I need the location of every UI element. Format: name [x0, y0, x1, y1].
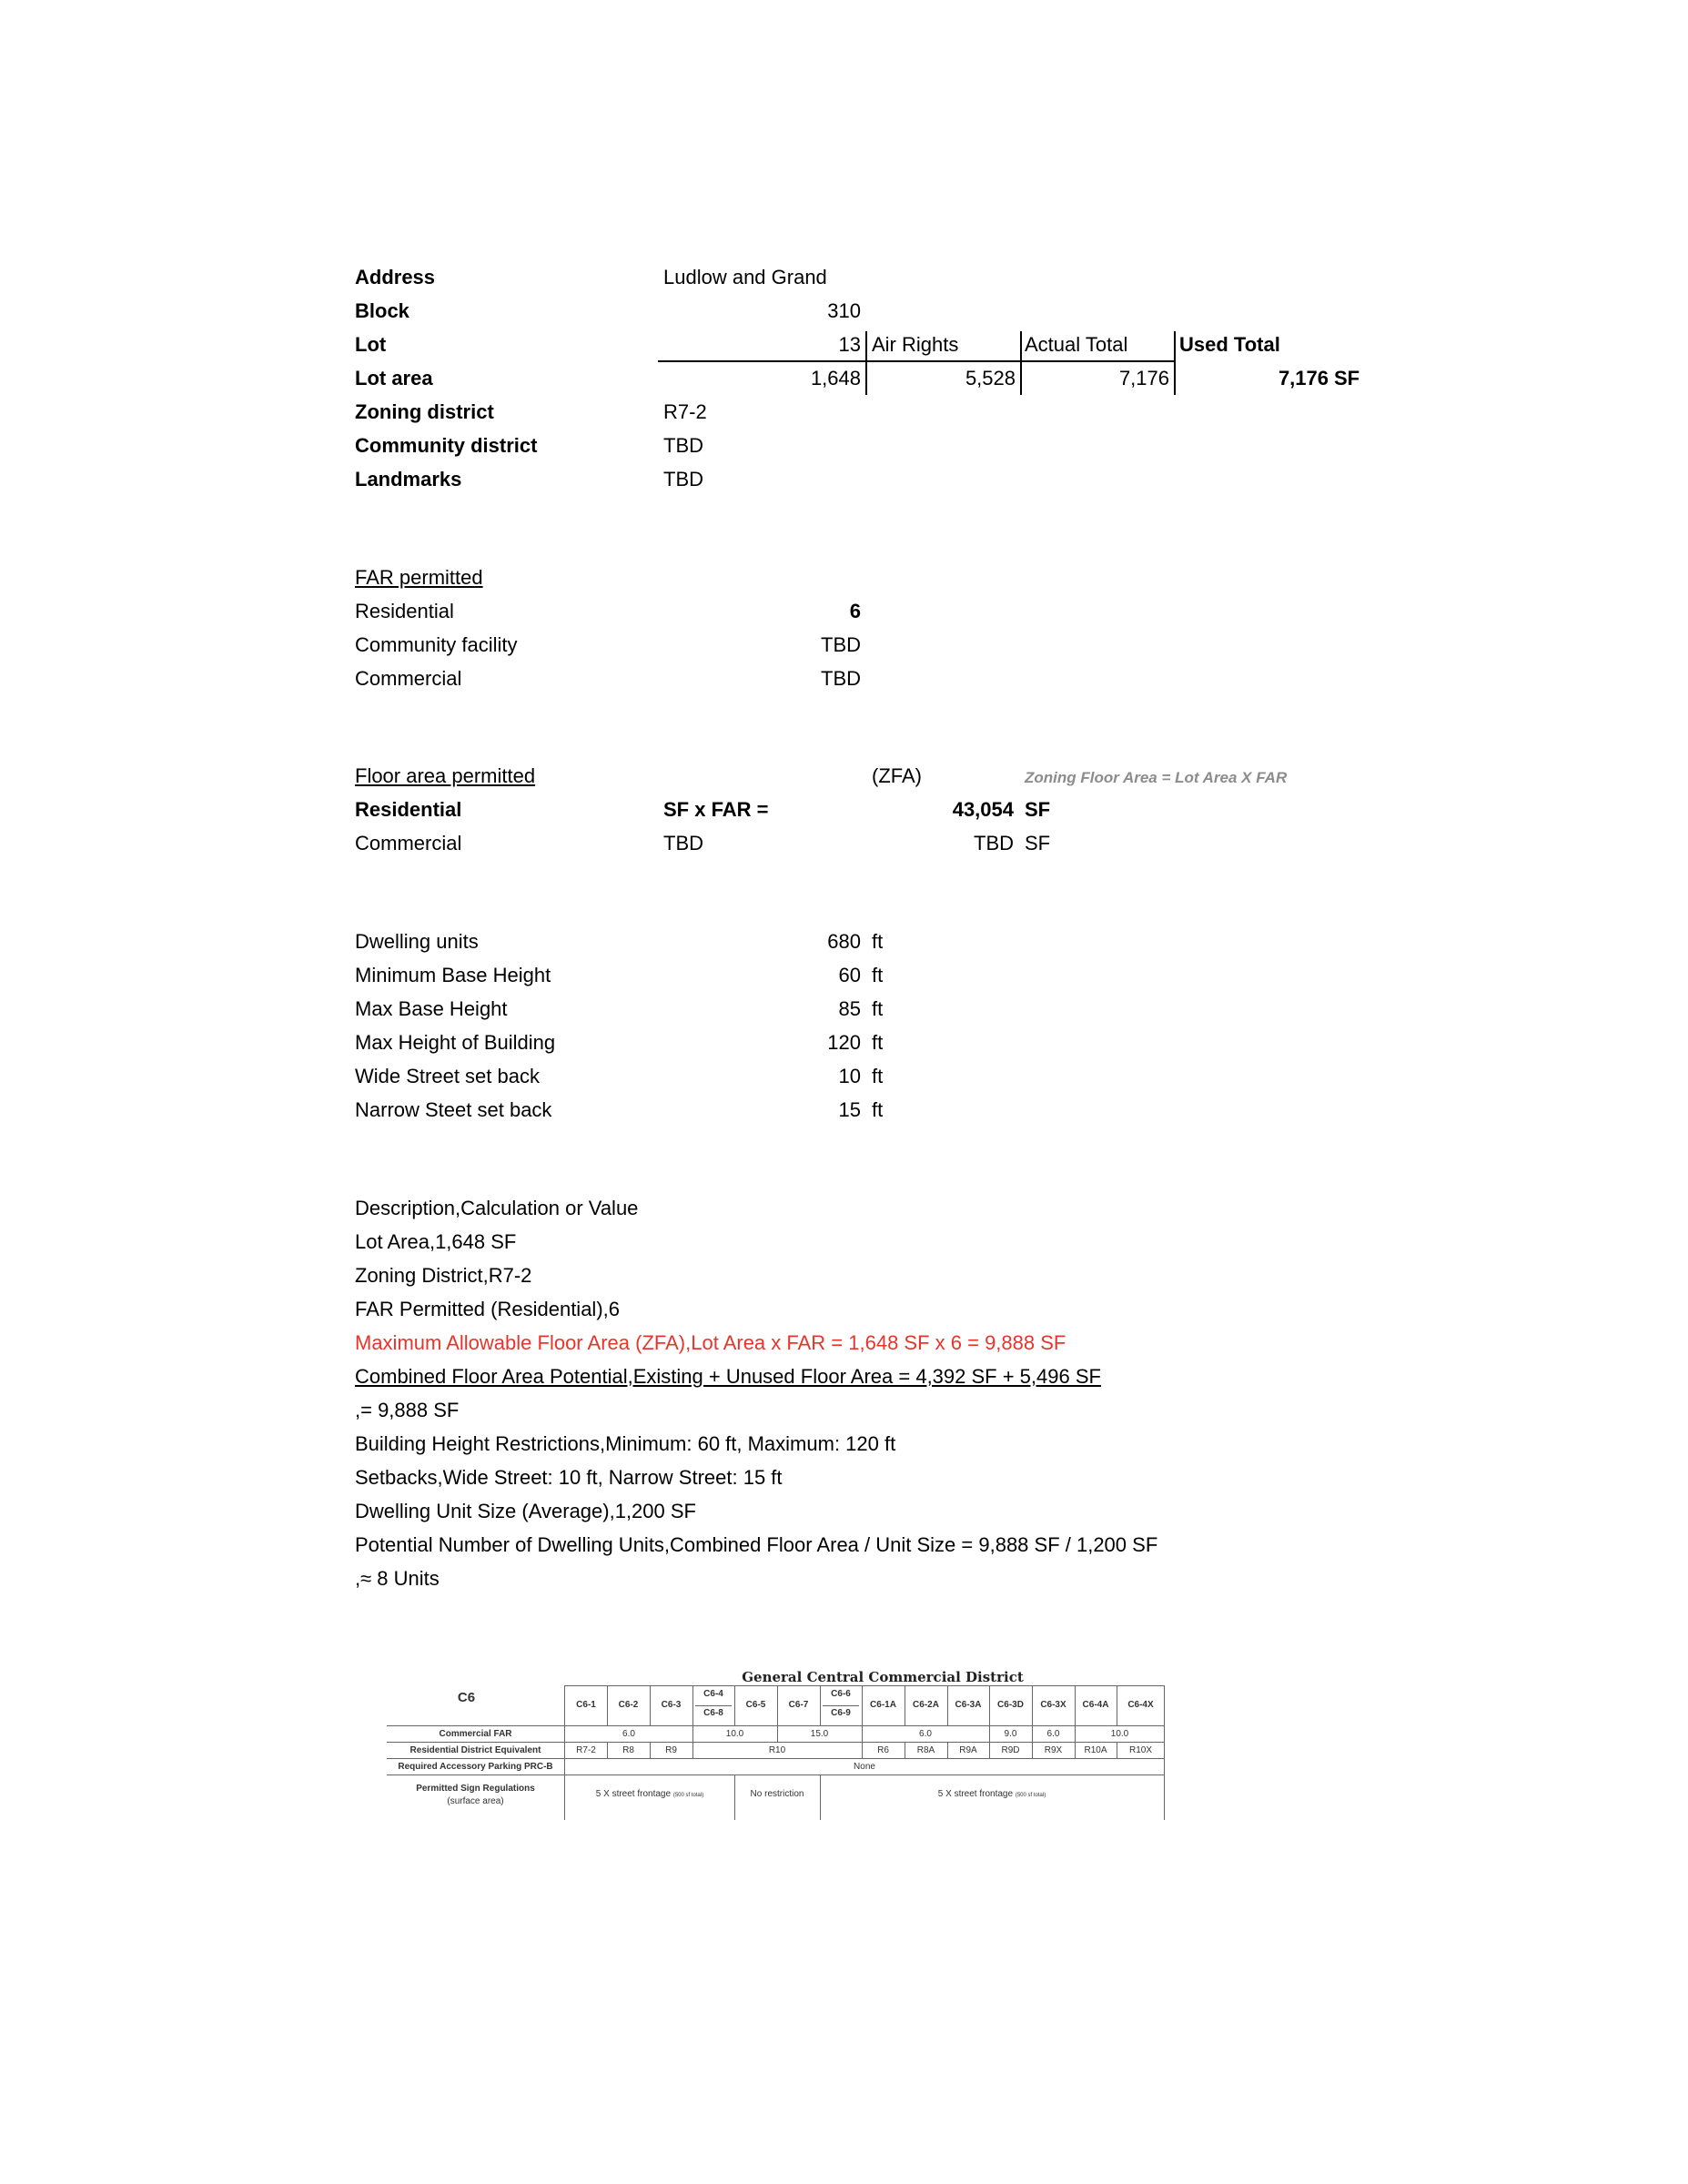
- column-divider: [1174, 331, 1176, 395]
- far-value: 9.0: [1004, 1729, 1017, 1739]
- lot-area-label: Lot area: [355, 367, 433, 389]
- col-header: C6-7: [788, 1700, 809, 1710]
- block-label: Block: [355, 299, 409, 322]
- used-total-unit: SF: [1334, 367, 1360, 389]
- col-header: C6-4X: [1127, 1700, 1154, 1710]
- block-value: 310: [827, 299, 861, 322]
- col-header: C6-6: [831, 1689, 851, 1699]
- c6-table-title: General Central Commercial District: [742, 1669, 1024, 1685]
- address-value: Ludlow and Grand: [663, 266, 827, 288]
- used-total-label: Used Total: [1179, 333, 1280, 356]
- landmarks-value: TBD: [663, 468, 703, 490]
- fa-commercial-value: TBD: [974, 832, 1014, 854]
- lot-value: 13: [838, 333, 861, 356]
- zfa-note: Zoning Floor Area = Lot Area X FAR: [1025, 769, 1288, 786]
- col-header: C6-4A: [1082, 1700, 1109, 1710]
- res-row-label: Residential District Equivalent: [409, 1745, 541, 1755]
- used-total-value: 7,176: [1278, 367, 1329, 389]
- sign-value-text: 5 X street frontage: [937, 1789, 1014, 1799]
- dim-label: Dwelling units: [355, 930, 479, 953]
- fa-commercial-label: Commercial: [355, 832, 462, 854]
- sign-row-sublabel: (surface area): [447, 1796, 504, 1806]
- lot-area-value: 1,648: [810, 367, 861, 389]
- floor-area-heading: Floor area permitted: [355, 764, 536, 787]
- landmarks-label: Landmarks: [355, 468, 462, 490]
- far-commercial-value: TBD: [821, 667, 861, 690]
- address-label: Address: [355, 266, 436, 288]
- res-value: R7-2: [576, 1745, 596, 1755]
- dim-unit: ft: [872, 997, 884, 1020]
- col-header: C6-1: [576, 1700, 596, 1710]
- column-divider: [865, 331, 867, 395]
- actual-total-value: 7,176: [1118, 367, 1169, 389]
- sign-value-frontage: [565, 1789, 734, 1801]
- far-heading: FAR permitted: [355, 566, 483, 589]
- far-row-label: Commercial FAR: [439, 1729, 512, 1739]
- res-value: R8A: [916, 1745, 935, 1755]
- summary-line: FAR Permitted (Residential),6: [355, 1298, 620, 1320]
- col-header: C6-2A: [913, 1700, 939, 1710]
- res-value: R8: [622, 1745, 634, 1755]
- sign-value-text: 5 X street frontage: [595, 1789, 672, 1799]
- zoning-label: Zoning district: [355, 400, 494, 423]
- c6-district-table: [387, 1669, 1165, 1820]
- dim-label: Minimum Base Height: [355, 964, 551, 986]
- dim-unit: ft: [872, 1098, 884, 1121]
- sign-value-note: (500 sf total): [672, 1793, 704, 1798]
- far-value: 10.0: [725, 1729, 744, 1739]
- sign-value-no-restriction: No restriction: [750, 1789, 804, 1799]
- res-value: R10A: [1084, 1745, 1107, 1755]
- col-header: C6-3X: [1040, 1700, 1066, 1710]
- far-value: 6.0: [919, 1729, 932, 1739]
- res-value: R10X: [1128, 1745, 1152, 1755]
- col-header: C6-3: [661, 1700, 682, 1710]
- col-header: C6-3A: [955, 1700, 982, 1710]
- far-community-value: TBD: [821, 633, 861, 656]
- col-header: C6-5: [745, 1700, 766, 1710]
- dim-label: Narrow Steet set back: [355, 1098, 552, 1121]
- fa-commercial-unit: SF: [1025, 832, 1051, 854]
- res-value: R9A: [959, 1745, 977, 1755]
- parking-value: None: [854, 1762, 875, 1772]
- dim-value: 680: [827, 930, 861, 953]
- c6-district-label: C6: [457, 1690, 476, 1705]
- col-header: C6-4: [703, 1689, 723, 1699]
- res-value: R6: [877, 1745, 889, 1755]
- col-header: C6-9: [831, 1708, 851, 1718]
- zoning-value: R7-2: [663, 400, 707, 423]
- res-value: R9D: [1001, 1745, 1020, 1755]
- summary-line: Zoning District,R7-2: [355, 1264, 532, 1287]
- far-community-label: Community facility: [355, 633, 518, 656]
- fa-residential-label: Residential: [355, 798, 462, 821]
- summary-line: Setbacks,Wide Street: 10 ft, Narrow Street: 15 ft: [355, 1466, 783, 1489]
- dim-value: 15: [838, 1098, 861, 1121]
- dim-unit: ft: [872, 964, 884, 986]
- community-label: Community district: [355, 434, 538, 457]
- col-header: C6-2: [618, 1700, 639, 1710]
- actual-total-label: Actual Total: [1025, 333, 1128, 356]
- summary-line: Lot Area,1,648 SF: [355, 1230, 517, 1253]
- fa-commercial-formula: TBD: [663, 832, 703, 854]
- summary-line: Description,Calculation or Value: [355, 1197, 639, 1219]
- summary-line-highlight: Maximum Allowable Floor Area (ZFA),Lot Area x FAR = 1,648 SF x 6 = 9,888 SF: [355, 1331, 1066, 1354]
- far-residential-value: 6: [849, 600, 861, 622]
- dim-label: Wide Street set back: [355, 1065, 540, 1087]
- summary-line: Potential Number of Dwelling Units,Combined Floor Area / Unit Size = 9,888 SF / 1,200 SF: [355, 1533, 1158, 1556]
- summary-line: Building Height Restrictions,Minimum: 60 ft, Maximum: 120 ft: [355, 1432, 896, 1455]
- res-value: R9: [665, 1745, 677, 1755]
- fa-residential-unit: SF: [1025, 798, 1051, 821]
- lot-label: Lot: [355, 333, 387, 356]
- res-value: R10: [768, 1745, 786, 1755]
- summary-line: Dwelling Unit Size (Average),1,200 SF: [355, 1500, 696, 1522]
- dim-label: Max Height of Building: [355, 1031, 556, 1054]
- summary-line-underlined: Combined Floor Area Potential,Existing + Unused Floor Area = 4,392 SF + 5,496 SF: [355, 1365, 1101, 1388]
- col-header: C6-1A: [870, 1700, 896, 1710]
- fa-residential-value: 43,054: [952, 798, 1014, 821]
- summary-line: ,= 9,888 SF: [355, 1399, 460, 1421]
- far-commercial-label: Commercial: [355, 667, 462, 690]
- air-rights-value: 5,528: [965, 367, 1016, 389]
- dim-unit: ft: [872, 1031, 884, 1054]
- fa-residential-formula: SF x FAR =: [663, 798, 769, 821]
- far-residential-label: Residential: [355, 600, 454, 622]
- dim-value: 120: [827, 1031, 861, 1054]
- air-rights-label: Air Rights: [872, 333, 959, 356]
- res-value: R9X: [1044, 1745, 1063, 1755]
- dim-label: Max Base Height: [355, 997, 508, 1020]
- sign-value-frontage: [820, 1789, 1164, 1801]
- summary-line: ,≈ 8 Units: [355, 1567, 440, 1590]
- lot-row-divider: [658, 360, 1175, 362]
- parking-row-label: Required Accessory Parking PRC-B: [398, 1762, 553, 1772]
- community-value: TBD: [663, 434, 703, 457]
- col-header: C6-3D: [997, 1700, 1024, 1710]
- far-value: 6.0: [622, 1729, 635, 1739]
- col-header: C6-8: [703, 1708, 723, 1718]
- zfa-label: (ZFA): [872, 764, 922, 787]
- dim-value: 60: [838, 964, 861, 986]
- far-value: 15.0: [810, 1729, 829, 1739]
- column-divider: [1020, 331, 1022, 395]
- sign-value-note: (500 sf total): [1015, 1793, 1046, 1798]
- dim-unit: ft: [872, 930, 884, 953]
- sign-row-label: Permitted Sign Regulations: [416, 1784, 535, 1794]
- far-value: 6.0: [1046, 1729, 1060, 1739]
- far-value: 10.0: [1110, 1729, 1129, 1739]
- dim-unit: ft: [872, 1065, 884, 1087]
- dim-value: 10: [838, 1065, 861, 1087]
- dim-value: 85: [838, 997, 861, 1020]
